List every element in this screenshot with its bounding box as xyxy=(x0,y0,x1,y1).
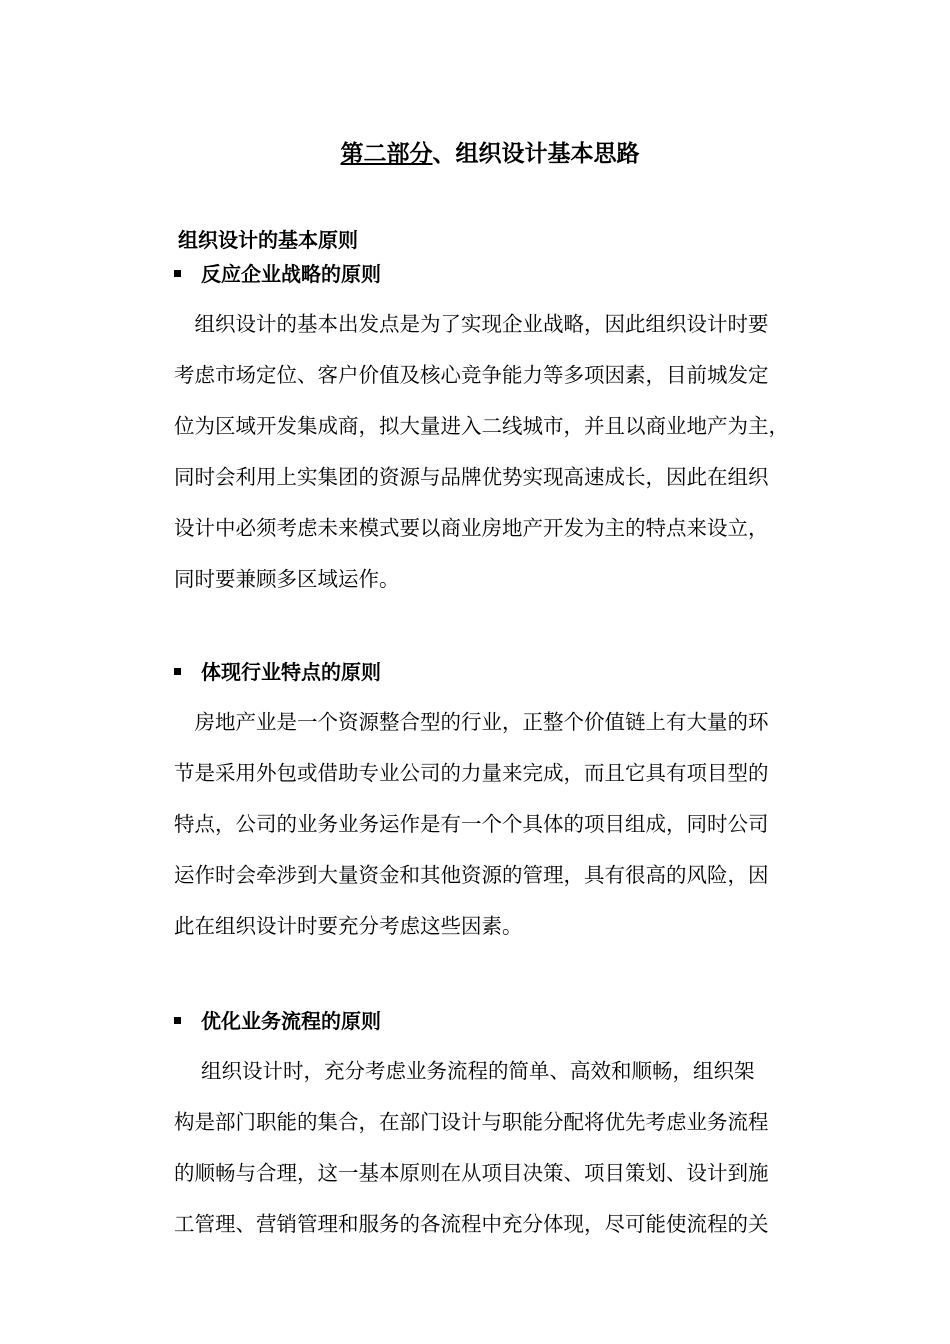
title-part-label: 第二部分 xyxy=(340,140,433,167)
paragraph-line: 设计中必须考虑未来模式要以商业房地产开发为主的特点来设立， xyxy=(174,516,769,540)
principle-heading-label: 体现行业特点的原则 xyxy=(201,660,381,684)
paragraph-line: 运作时会牵涉到大量资金和其他资源的管理，具有很高的风险，因 xyxy=(174,863,769,887)
principle-heading-strategy xyxy=(174,260,381,288)
paragraph-line: 组织设计时，充分考虑业务流程的简单、高效和顺畅，组织架 xyxy=(174,1059,755,1083)
paragraph-line: 节是采用外包或借助专业公司的力量来完成，而且它具有项目型的 xyxy=(174,761,769,785)
paragraph-line: 的顺畅与合理，这一基本原则在从项目决策、项目策划、设计到施 xyxy=(174,1161,769,1185)
paragraph-line: 同时要兼顾多区域运作。 xyxy=(174,567,400,591)
principle-heading-industry xyxy=(174,658,381,686)
bullet-square-icon xyxy=(174,668,181,675)
paragraph-line: 同时会利用上实集团的资源与品牌优势实现高速成长，因此在组织 xyxy=(174,465,769,489)
paragraph-line: 房地产业是一个资源整合型的行业，正整个价值链上有大量的环 xyxy=(174,710,769,734)
principle-heading-label: 优化业务流程的原则 xyxy=(201,1009,381,1033)
section-heading: 组织设计的基本原则 xyxy=(178,228,358,252)
paragraph-line: 考虑市场定位、客户价值及核心竞争能力等多项因素，目前城发定 xyxy=(174,363,769,387)
paragraph-line: 工管理、营销管理和服务的各流程中充分体现，尽可能使流程的关 xyxy=(174,1212,769,1236)
paragraph-line: 位为区域开发集成商，拟大量进入二线城市，并且以商业地产为主， xyxy=(174,414,789,438)
principle-heading-label: 反应企业战略的原则 xyxy=(201,262,381,286)
bullet-square-icon xyxy=(174,1017,181,1024)
paragraph-line: 特点，公司的业务业务运作是有一个个具体的项目组成，同时公司 xyxy=(174,812,769,836)
principle-heading-process xyxy=(174,1007,381,1035)
principle-paragraph-industry xyxy=(174,710,894,965)
paragraph-line: 构是部门职能的集合，在部门设计与职能分配将优先考虑业务流程 xyxy=(174,1110,769,1134)
title-rest-label: 、组织设计基本思路 xyxy=(432,140,640,167)
page-title xyxy=(0,138,950,170)
principle-paragraph-process xyxy=(174,1059,894,1263)
paragraph-line: 组织设计的基本出发点是为了实现企业战略，因此组织设计时要 xyxy=(174,312,769,336)
bullet-square-icon xyxy=(174,270,181,277)
principle-paragraph-strategy xyxy=(174,312,894,618)
paragraph-line: 此在组织设计时要充分考虑这些因素。 xyxy=(174,914,523,938)
